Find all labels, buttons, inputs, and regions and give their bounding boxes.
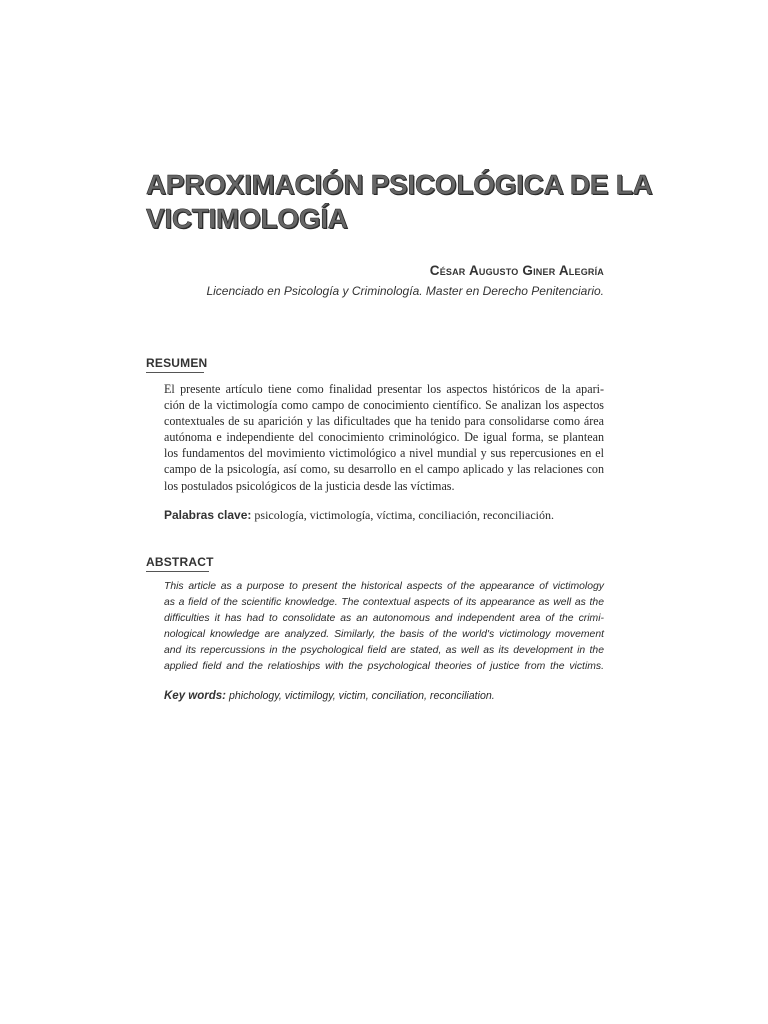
abstract-line: and its repercussions in the psychological field are stated, as well as its development in the [164, 645, 604, 657]
palabras-clave-label: Palabras clave: [164, 508, 252, 522]
resumen-line: contextuales de su aparición y las dificultades que ha tenido para consolidarse como área [164, 414, 604, 429]
author-affiliation: Licenciado en Psicología y Criminología. Master en Derecho Penitenciario. [206, 284, 604, 298]
abstract-line: nological knowledge are analyzed. Similarly, the basis of the world's victimology movement [164, 629, 604, 641]
abstract-line: This article as a purpose to present the historical aspects of the appearance of victimology [164, 581, 604, 592]
resumen-body [164, 381, 604, 494]
resumen-line: autónoma e independiente del conocimiento criminológico. De igual forma, se plantean [164, 430, 604, 445]
article-title [146, 168, 653, 236]
palabras-clave [164, 508, 604, 523]
resumen-line: los postulados psicológicos de la justicia desde las víctimas. [164, 478, 455, 493]
key-words [164, 690, 604, 702]
palabras-clave-values: psicología, victimología, víctima, conciliación, reconciliación. [254, 508, 554, 522]
key-words-label: Key words: [164, 690, 226, 702]
key-words-values: phichology, victimilogy, victim, conciliation, reconciliation. [228, 690, 495, 702]
abstract-line: as a field of the scientific knowledge. The contextual aspects of its appearance as well as the [164, 597, 604, 609]
resumen-line: El presente artículo tiene como finalidad presentar los aspectos históricos de la apari- [164, 382, 604, 396]
title-line: VICTIMOLOGÍA [146, 203, 348, 234]
abstract-line: difficulties it has had to consolidate as an autonomous and independent area of the crimi- [164, 613, 604, 625]
abstract-line: applied field and the relatioships with the psychological theories of justice from the victims. [164, 661, 604, 673]
resumen-line: ción de la victimología como campo de conocimiento científico. Se analizan los aspectos [164, 398, 604, 413]
resumen-line: campo de la psicología, así como, su desarrollo en el campo aplicado y las relaciones con [164, 462, 604, 477]
author-name: César Augusto Giner Alegría [429, 263, 604, 278]
abstract-heading: ABSTRACT [146, 555, 209, 572]
resumen-heading: RESUMEN [146, 356, 204, 373]
title-line: APROXIMACIÓN PSICOLÓGICA DE LA [146, 169, 653, 200]
abstract-body [164, 579, 604, 676]
resumen-line: los fundamentos del movimiento victimológico a nivel mundial y sus repercusiones en el [164, 446, 604, 461]
